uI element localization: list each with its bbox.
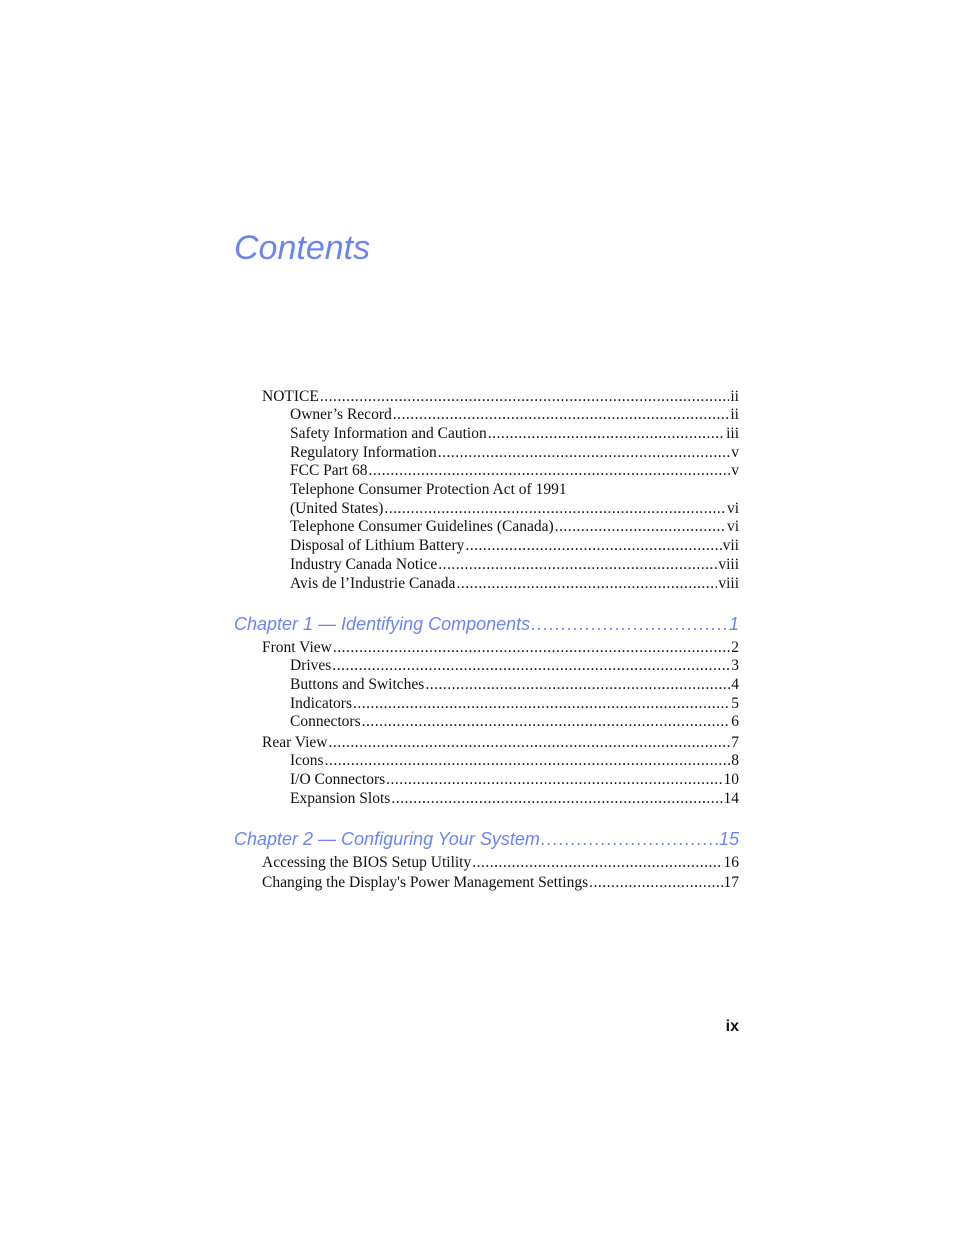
toc-entry-page: 5 [731,695,739,712]
toc-entry-avis-industrie-canada[interactable] [290,574,739,593]
toc-entry-label: Front View [262,639,332,656]
toc-chapter-2[interactable] [234,828,739,850]
dot-leader [531,613,728,635]
toc-entry-label: Owner’s Record [290,406,392,423]
dot-leader [384,499,726,518]
toc-entry-io-connectors[interactable] [290,770,739,789]
toc-entry-label: Telephone Consumer Guidelines (Canada) [290,518,554,535]
toc-entry-regulatory-information[interactable] [290,443,739,462]
page-number: ix [725,1018,739,1035]
chapter-page: 1 [728,614,739,634]
dot-leader [332,656,730,675]
toc-entry-fcc-part-68[interactable] [290,461,739,480]
toc-entry-label: (United States) [290,500,384,517]
toc-entry-label: Regulatory Information [290,444,437,461]
dot-leader [465,536,721,555]
toc-entry-page: ii [730,406,739,423]
dot-leader [320,387,730,406]
toc-entry-safety-information[interactable] [290,424,739,443]
toc-entry-label: Connectors [290,713,361,730]
toc-entry-power-management[interactable] [262,873,739,892]
toc-entry-tcpa-united-states[interactable] [290,499,739,518]
toc-entry-page: 3 [731,657,739,674]
dot-leader [456,574,717,593]
toc-entry-owners-record[interactable] [290,405,739,424]
toc-entry-page: vi [726,518,739,535]
toc-entry-page: 2 [731,639,739,656]
page-title: Contents [234,229,371,267]
toc-chapter-1[interactable] [234,613,739,635]
dot-leader [386,770,722,789]
toc-entry-page: ii [730,388,739,405]
toc-entry-indicators[interactable] [290,694,739,713]
toc-entry-page: 14 [723,790,739,807]
toc-entry-label: Indicators [290,695,352,712]
dot-leader [325,751,731,770]
toc-entry-label: FCC Part 68 [290,462,368,479]
toc-entry-page: 17 [723,874,739,891]
dot-leader [541,828,718,850]
toc-entry-connectors[interactable] [290,712,739,731]
toc-entry-label: Industry Canada Notice [290,556,438,573]
toc-entry-page: 4 [731,676,739,693]
toc-entry-label: Accessing the BIOS Setup Utility [262,854,472,871]
dot-leader [353,694,730,713]
toc-entry-page: viii [718,556,739,573]
dot-leader [438,443,730,462]
chapter-page: 15 [718,829,739,849]
toc-entry-notice[interactable] [262,387,739,406]
dot-leader [488,424,725,443]
dot-leader [472,853,722,872]
toc-entry-page: viii [718,575,739,592]
toc-entry-label: Drives [290,657,332,674]
toc-entry-icons[interactable] [290,751,739,770]
chapter-title: Chapter 1 — Identifying Components [234,614,531,634]
toc-entry-page: 10 [723,771,739,788]
dot-leader [438,555,717,574]
chapter-title: Chapter 2 — Configuring Your System [234,829,540,849]
toc-entry-label: Expansion Slots [290,790,391,807]
toc-entry-telephone-guidelines-canada[interactable] [290,517,739,536]
toc-entry-label: Rear View [262,734,328,751]
dot-leader [555,517,726,536]
toc-entry-label: Icons [290,752,324,769]
toc-entry-page: 8 [731,752,739,769]
toc-entry-page: 16 [723,854,739,871]
dot-leader [393,405,730,424]
toc-entry-page: 7 [731,734,739,751]
toc-entry-label: I/O Connectors [290,771,386,788]
toc-entry-page: vii [722,537,739,554]
toc-entry-label: Safety Information and Caution [290,425,487,442]
dot-leader [391,789,722,808]
toc-entry-page: v [731,462,739,479]
dot-leader [425,675,730,694]
toc-entry-label: NOTICE [262,388,319,405]
toc-entry-label: Disposal of Lithium Battery [290,537,465,554]
toc-entry-lithium-battery[interactable] [290,536,739,555]
toc-entry-expansion-slots[interactable] [290,789,739,808]
toc-entry-label: Telephone Consumer Protection Act of 1991 [290,481,567,498]
toc-entry-label: Avis de l’Industrie Canada [290,575,456,592]
dot-leader [589,873,722,892]
toc-entry-page: v [731,444,739,461]
dot-leader [333,638,730,657]
toc-entry-drives[interactable] [290,656,739,675]
toc-entry-page: iii [726,425,739,442]
toc-entry-page: vi [726,500,739,517]
toc-entry-tcpa-heading[interactable] [290,480,739,499]
toc-entry-bios-setup[interactable] [262,853,739,872]
toc-entry-front-view[interactable] [262,638,739,657]
dot-leader [362,712,731,731]
dot-leader [369,461,731,480]
toc-entry-label: Buttons and Switches [290,676,425,693]
toc-entry-rear-view[interactable] [262,733,739,752]
toc-entry-page: 6 [731,713,739,730]
toc-entry-label: Changing the Display's Power Management Settings [262,874,589,891]
dot-leader [329,733,731,752]
toc-entry-industry-canada[interactable] [290,555,739,574]
toc-entry-buttons-and-switches[interactable] [290,675,739,694]
